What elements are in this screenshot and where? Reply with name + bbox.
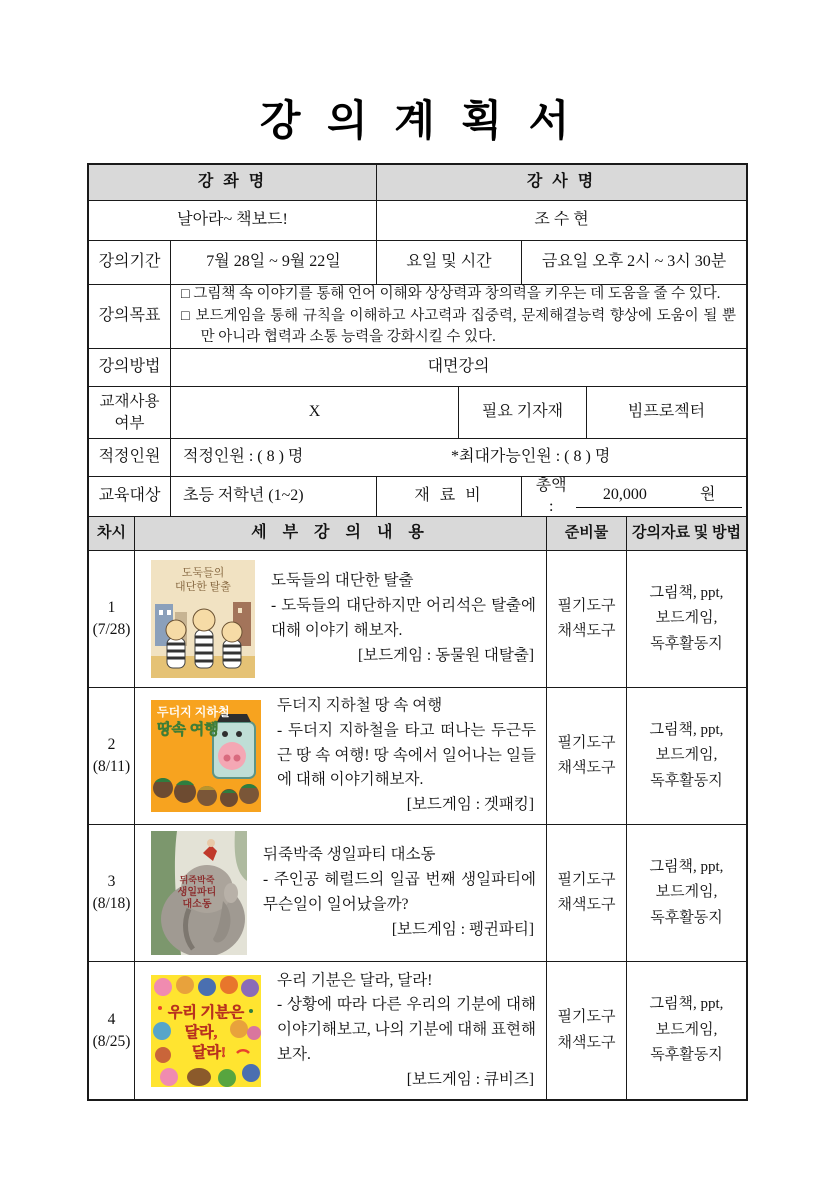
capacity-max: *최대가능인원 : ( 8 ) 명 bbox=[451, 448, 611, 466]
resource-item: 독후활동지 bbox=[650, 635, 723, 652]
target-row bbox=[89, 477, 746, 517]
instructor-name-header: 강 사 명 bbox=[377, 165, 746, 200]
period-label: 강의기간 bbox=[89, 241, 171, 284]
material-item: 필기도구 bbox=[557, 1009, 616, 1025]
session-content bbox=[135, 688, 547, 824]
table-header-row bbox=[89, 165, 746, 201]
capacity-values bbox=[171, 439, 746, 476]
textbook-value: X bbox=[171, 387, 459, 438]
method-row bbox=[89, 349, 746, 387]
period-row bbox=[89, 241, 746, 285]
session-desc: - 두더지 지하철을 타고 떠나는 두근두근 땅 속 여행! 땅 속에서 일어나는 일들에 대해 이야기해보자. bbox=[277, 721, 536, 789]
goal-row bbox=[89, 285, 746, 349]
course-name-header: 강 좌 명 bbox=[89, 165, 377, 200]
equipment-value: 빔프로젝터 bbox=[627, 403, 706, 421]
textbook-label-line2: 여부 bbox=[114, 414, 145, 432]
session-title: 두더지 지하철 땅 속 여행 bbox=[277, 697, 443, 715]
book-cover-birthday-elephant bbox=[151, 831, 247, 955]
material-item: 필기도구 bbox=[557, 597, 616, 614]
material-item: 필기도구 bbox=[557, 734, 616, 751]
session-title: 우리 기분은 달라, 달라! bbox=[277, 971, 433, 989]
resource-item: 그림책, ppt, bbox=[649, 858, 724, 875]
cover-title-line: 두더지 지하철 bbox=[157, 705, 230, 719]
session-game: [보드게임 : 큐비즈] bbox=[406, 1070, 534, 1088]
session-num-text: 4 bbox=[107, 1010, 116, 1028]
session-materials bbox=[547, 551, 627, 687]
goal-list bbox=[171, 285, 746, 348]
cover-title-line: 도둑들의 bbox=[181, 567, 225, 579]
session-text bbox=[277, 694, 536, 818]
session-num-text: 3 bbox=[107, 873, 116, 891]
schedule-header-row bbox=[89, 517, 746, 551]
capacity-proper: 적정인원 : ( 8 ) 명 bbox=[183, 448, 304, 466]
session-resources bbox=[627, 825, 746, 961]
resources-header: 강의자료 및 방법 bbox=[627, 517, 746, 550]
session-num-text: 1 bbox=[107, 599, 116, 617]
equipment-label: 필요 기자재 bbox=[459, 387, 587, 438]
session-row-3 bbox=[89, 825, 746, 962]
session-resources bbox=[627, 688, 746, 824]
page-title: 강 의 계 획 서 bbox=[259, 96, 576, 145]
cover-title-line: 대단한 탈출 bbox=[175, 581, 231, 593]
session-text bbox=[271, 569, 536, 668]
session-desc: - 주인공 헤럴드의 일곱 번째 생일파티에 무슨일이 일어났을까? bbox=[263, 871, 536, 913]
material-item: 채색도구 bbox=[557, 623, 616, 639]
materials-header: 준비물 bbox=[547, 517, 627, 550]
book-cover-mole-subway bbox=[151, 700, 261, 812]
resource-item: 보드게임, bbox=[655, 747, 718, 764]
session-materials bbox=[547, 688, 627, 824]
session-desc: - 상황에 따라 다른 우리의 기분에 대해 이야기해보고, 나의 기분에 대해 표현해보자. bbox=[277, 996, 536, 1063]
session-row-4 bbox=[89, 962, 746, 1099]
method-label: 강의방법 bbox=[89, 349, 171, 386]
material-item: 채색도구 bbox=[557, 897, 616, 913]
lecture-plan-table bbox=[87, 163, 748, 1101]
cover-title-line: 대소동 bbox=[182, 899, 212, 910]
resource-item: 그림책, ppt, bbox=[649, 584, 724, 601]
resource-item: 그림책, ppt, bbox=[649, 721, 724, 738]
period-value: 7월 28일 ~ 9월 22일 bbox=[171, 241, 377, 284]
session-date-text: (7/28) bbox=[92, 621, 131, 638]
session-row-1 bbox=[89, 551, 746, 688]
cover-title-line: 우리 기분은 bbox=[167, 1004, 245, 1021]
session-date-text: (8/11) bbox=[92, 758, 131, 775]
textbook-row bbox=[89, 387, 746, 439]
book-cover-feelings bbox=[151, 975, 261, 1087]
session-text bbox=[277, 969, 536, 1093]
course-name-value: 날아라~ 책보드! bbox=[89, 201, 377, 240]
textbook-label bbox=[89, 387, 171, 438]
instructor-name-value: 조 수 현 bbox=[534, 211, 589, 229]
cover-title-line: 뒤죽박죽 bbox=[179, 875, 215, 885]
material-item: 필기도구 bbox=[557, 871, 616, 888]
cover-title-line: 달라! bbox=[192, 1044, 226, 1061]
resource-item: 보드게임, bbox=[655, 1021, 718, 1038]
resource-item: 독후활동지 bbox=[650, 1047, 723, 1064]
content-header: 세 부 강 의 내 용 bbox=[135, 517, 547, 550]
session-content bbox=[135, 825, 547, 961]
cover-title-line: 생일파티 bbox=[177, 887, 217, 898]
resource-item: 보드게임, bbox=[655, 610, 718, 627]
capacity-label: 적정인원 bbox=[89, 439, 171, 476]
target-label: 교육대상 bbox=[89, 477, 171, 516]
session-content bbox=[135, 551, 547, 687]
session-game: [보드게임 : 겟패킹] bbox=[406, 796, 534, 814]
session-resources bbox=[627, 551, 746, 687]
session-number bbox=[89, 962, 135, 1099]
session-materials bbox=[547, 825, 627, 961]
target-value: 초등 저학년 (1~2) bbox=[171, 477, 377, 516]
resource-item: 독후활동지 bbox=[650, 909, 723, 926]
cover-title-line: 땅속 여행 bbox=[157, 722, 219, 738]
cover-title-line: 달라, bbox=[184, 1024, 218, 1041]
goal-label: 강의목표 bbox=[89, 285, 171, 348]
session-title: 도둑들의 대단한 탈출 bbox=[271, 572, 414, 590]
session-game: [보드게임 : 동물원 대탈출] bbox=[358, 646, 534, 664]
fee-amount: 20,000 bbox=[602, 486, 647, 504]
time-label: 요일 및 시간 bbox=[377, 241, 522, 284]
fee-total-label: 총액 : bbox=[535, 476, 567, 515]
session-date-text: (8/25) bbox=[92, 1032, 131, 1050]
goal-item: □ 보드게임을 통해 규칙을 이해하고 사고력과 집중력, 문제해결능력 향상에 도움이 될 뿐만 아니라 협력과 소통 능력을 강화시킬 수 있다. bbox=[181, 307, 736, 346]
resource-item: 보드게임, bbox=[655, 884, 718, 901]
material-item: 채색도구 bbox=[557, 1034, 616, 1051]
method-value: 대면강의 bbox=[427, 358, 490, 376]
fee-unit: 원 bbox=[699, 486, 716, 504]
session-header: 차시 bbox=[89, 517, 135, 550]
resource-item: 그림책, ppt, bbox=[649, 996, 724, 1013]
session-game: [보드게임 : 펭귄파티] bbox=[391, 920, 534, 938]
fee-label: 재 료 비 bbox=[377, 477, 522, 516]
session-title: 뒤죽박죽 생일파티 대소동 bbox=[263, 846, 436, 864]
name-row bbox=[89, 201, 746, 241]
session-content bbox=[135, 962, 547, 1099]
session-text bbox=[263, 843, 536, 942]
session-num-text: 2 bbox=[107, 736, 116, 754]
session-number bbox=[89, 688, 135, 824]
session-date-text: (8/18) bbox=[92, 895, 131, 912]
resource-item: 독후활동지 bbox=[650, 772, 723, 789]
session-materials bbox=[547, 962, 627, 1099]
textbook-label-line1: 교재사용 bbox=[99, 392, 160, 410]
fee-underline bbox=[576, 485, 742, 508]
session-number bbox=[89, 825, 135, 961]
time-value: 금요일 오후 2시 ~ 3시 30분 bbox=[541, 253, 727, 271]
book-cover-thieves-escape bbox=[151, 560, 255, 678]
session-number bbox=[89, 551, 135, 687]
session-resources bbox=[627, 962, 746, 1099]
capacity-row bbox=[89, 439, 746, 477]
material-item: 채색도구 bbox=[557, 760, 616, 776]
session-row-2 bbox=[89, 688, 746, 825]
fee-cell bbox=[522, 477, 746, 516]
session-desc: - 도둑들의 대단하지만 어리석은 탈출에 대해 이야기 해보자. bbox=[271, 597, 536, 639]
goal-item: □ 그림책 속 이야기를 통해 언어 이해와 상상력과 창의력을 키우는 데 도움을 줄 수 있다. bbox=[181, 285, 721, 302]
